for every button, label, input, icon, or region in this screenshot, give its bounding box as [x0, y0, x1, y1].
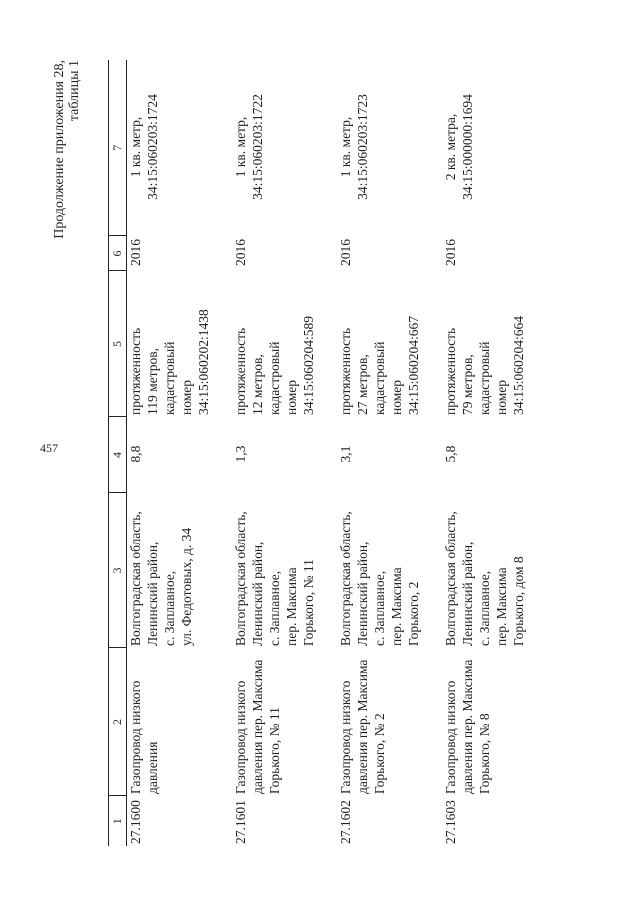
header-col-7: 7 — [109, 60, 127, 236]
land-plot: 2 кв. метра, 34:15:000000:1694 — [443, 94, 475, 200]
table-caption — [52, 60, 82, 239]
object-name: Газопровод низкого давления — [128, 680, 160, 794]
object-value: 3,1 — [338, 445, 353, 463]
table-header-row — [109, 60, 127, 846]
object-value: 1,3 — [233, 445, 248, 463]
header-col-5: 5 — [109, 271, 127, 417]
object-description: протяженность 12 метров, кадастровый номер 34:15:060204:589 — [233, 315, 316, 415]
object-name: Газопровод низкого давления пер. Максима Горького, № 11 — [233, 659, 282, 794]
row-number: 27.1601 — [233, 800, 248, 844]
object-address: Волгоградская область, Ленинский район, с. Заплавное, пер. Максима Горького, № 11 — [233, 511, 316, 646]
header-col-2: 2 — [109, 648, 127, 796]
object-address: Волгоградская область, Ленинский район, с. Заплавное, пер. Максима Горького, 2 — [338, 511, 421, 646]
land-plot: 1 кв. метр, 34:15:060203:1724 — [128, 94, 160, 200]
property-table — [108, 60, 547, 846]
object-description: протяженность 79 метров, кадастровый номер 34:15:060204:664 — [443, 315, 526, 415]
object-year: 2016 — [443, 239, 458, 266]
object-year: 2016 — [338, 239, 353, 266]
row-number: 27.1600 — [128, 800, 143, 844]
header-col-6: 6 — [109, 236, 127, 271]
object-year: 2016 — [233, 239, 248, 266]
object-value: 8,8 — [128, 445, 143, 463]
object-value: 5,8 — [443, 445, 458, 463]
object-name: Газопровод низкого давления пер. Максима Горького, № 8 — [443, 659, 492, 794]
header-col-3: 3 — [109, 493, 127, 648]
land-plot: 1 кв. метр, 34:15:060203:1723 — [338, 94, 370, 200]
table-row — [442, 60, 547, 846]
caption-line-1: Продолжение приложения 28, — [52, 60, 67, 239]
object-description: протяженность 119 метров, кадастровый номер 34:15:060202:1438 — [128, 309, 211, 415]
row-number: 27.1603 — [443, 800, 458, 844]
row-number: 27.1602 — [338, 800, 353, 844]
header-col-1: 1 — [109, 796, 127, 846]
caption-line-2: таблицы 1 — [67, 60, 82, 122]
table-row — [337, 60, 442, 846]
object-year: 2016 — [128, 239, 143, 266]
object-address: Волгоградская область, Ленинский район, с. Заплавное, ул. Федотовых, д. 34 — [128, 511, 194, 646]
header-col-4: 4 — [109, 417, 127, 493]
land-plot: 1 кв. метр, 34:15:060203:1722 — [233, 94, 265, 200]
object-description: протяженность 27 метров, кадастровый номер 34:15:060204:667 — [338, 315, 421, 415]
object-name: Газопровод низкого давления пер. Максима Горького, № 2 — [338, 659, 387, 794]
table-row — [127, 60, 233, 846]
object-address: Волгоградская область, Ленинский район, с. Заплавное, пер. Максима Горького, дом 8 — [443, 511, 526, 646]
rotated-page-content — [0, 60, 640, 846]
page-number: 457 — [40, 441, 58, 455]
table-row — [232, 60, 337, 846]
